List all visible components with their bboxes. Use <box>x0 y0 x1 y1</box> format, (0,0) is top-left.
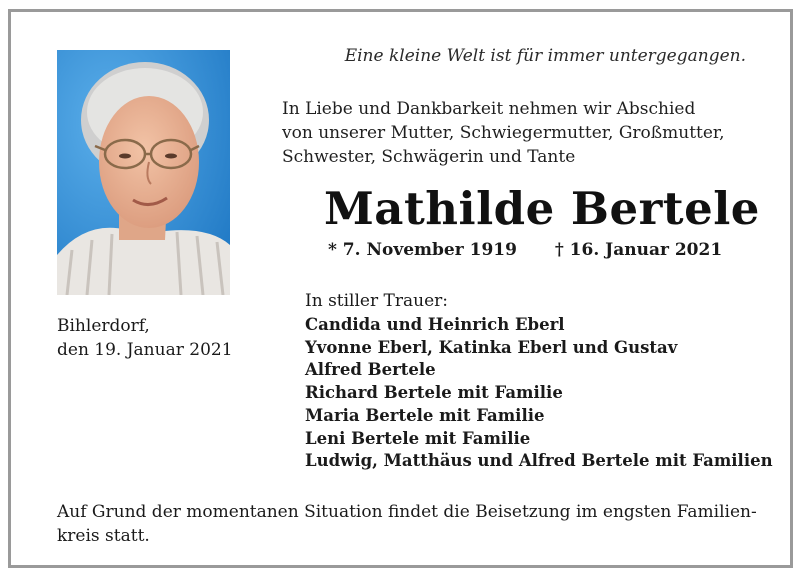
motto-text: Eine kleine Welt ist für immer untergegangen. <box>344 46 746 66</box>
place-line: Bihlerdorf, <box>57 316 150 336</box>
mourner-entry: Ludwig, Matthäus und Alfred Bertele mit Familien <box>305 451 773 471</box>
farewell-intro <box>282 97 725 169</box>
mourners-list <box>305 314 773 473</box>
mourner-entry: Candida und Heinrich Eberl <box>305 315 565 334</box>
footer-line: Auf Grund der momentanen Situation findet die Beisetzung im engsten Familien- <box>57 502 757 522</box>
place-and-date <box>57 314 233 362</box>
footer-line: kreis statt. <box>57 526 150 546</box>
mourning-label: In stiller Trauer: <box>305 291 448 311</box>
portrait-photo <box>57 50 230 295</box>
intro-line: In Liebe und Dankbarkeit nehmen wir Abschied <box>282 99 696 119</box>
mourner-entry: Alfred Bertele <box>305 360 436 380</box>
mourner-entry: Leni Bertele mit Familie <box>305 428 531 448</box>
mourner-entry: Richard Bertele mit Familie <box>305 383 563 403</box>
intro-line: Schwester, Schwägerin und Tante <box>282 147 576 167</box>
mourner-entry: Yvonne Eberl, Katinka Eberl und Gustav <box>305 337 678 357</box>
intro-line: von unserer Mutter, Schwiegermutter, Großmutter, <box>282 123 725 143</box>
life-dates <box>328 240 722 260</box>
portrait-image <box>57 50 230 295</box>
date-line: den 19. Januar 2021 <box>57 340 233 360</box>
funeral-notice <box>57 500 757 548</box>
mourner-entry: Maria Bertele mit Familie <box>305 405 545 425</box>
birth-date: * 7. November 1919 <box>328 240 517 260</box>
deceased-name: Mathilde Bertele <box>324 182 760 235</box>
death-date: † 16. Januar 2021 <box>554 240 723 260</box>
